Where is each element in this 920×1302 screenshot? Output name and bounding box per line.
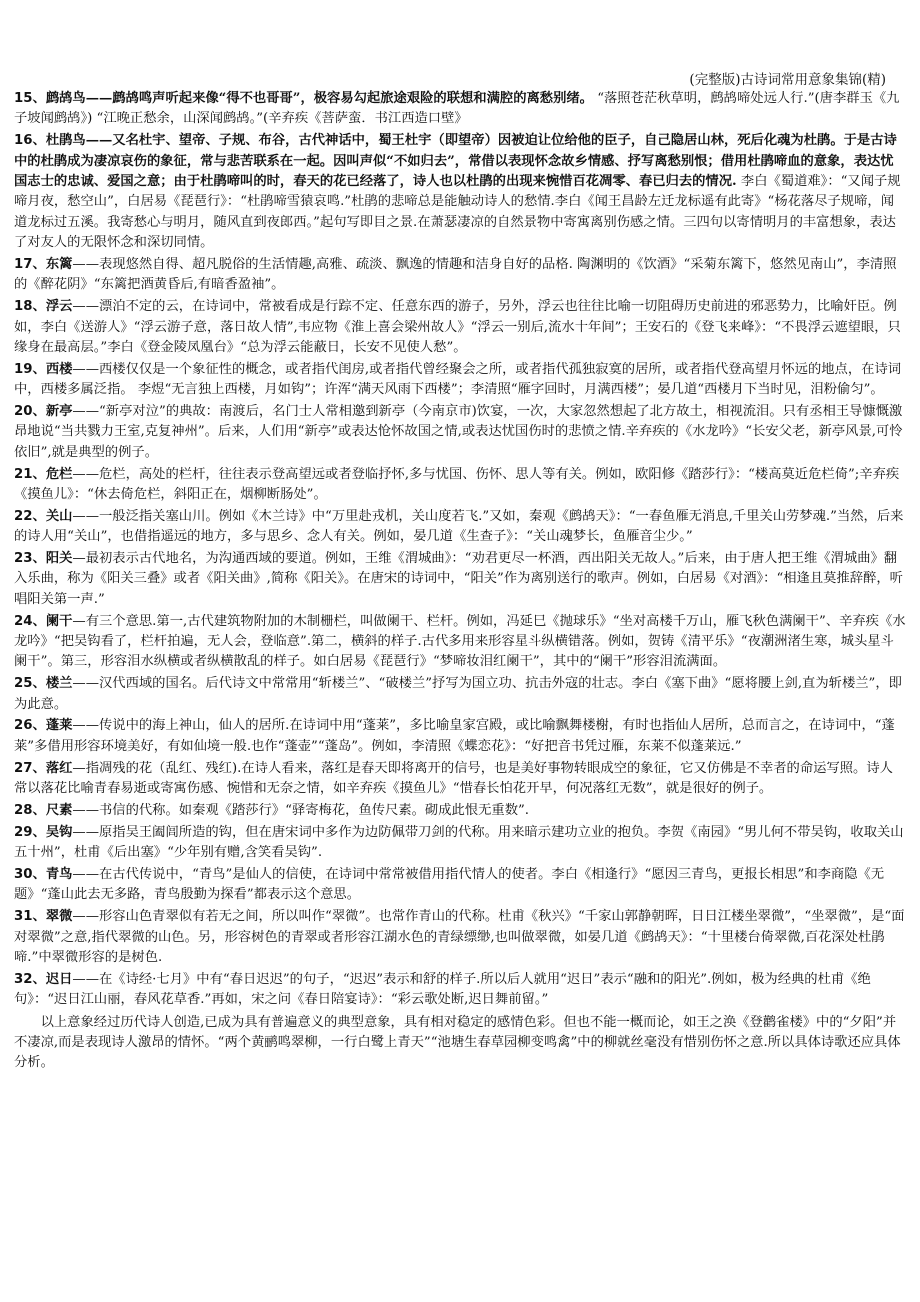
entry-number: 31、 — [14, 909, 46, 925]
entry-text: ——漂泊不定的云，在诗词中，常被看成是行踪不定、任意东西的游子，另外，浮云也往往比喻一切阻碍历史前进的邪恶势力，比喻奸臣。例如，李白《送游人》“浮云游子意，落日故人情”,韦应物《淮上喜会梁州故人》“浮云一别后,流水十年间”；王安石的《登飞来峰》：“不畏浮云遮望眼，只缘身在最高层。”李白《登金陵凤凰台》“总为浮云能蔽日，长安不见使人愁”。 — [14, 299, 901, 356]
entry-heading: 阑干 — [45, 613, 73, 629]
entry-number: 32、 — [14, 971, 46, 987]
entry-number: 30、 — [14, 866, 46, 882]
list-item — [14, 131, 906, 253]
entry-heading: 阳关 — [45, 551, 73, 567]
entry-heading: 危栏 — [45, 466, 73, 482]
list-item — [14, 465, 906, 506]
entry-heading: 青鸟 — [45, 866, 73, 882]
entry-number: 19、 — [14, 361, 46, 377]
entry-number: 28、 — [14, 802, 46, 818]
entry-heading: 鹧鸪鸟——鹧鸪鸣声听起来像“得不也哥哥”，极容易勾起旅途艰险的联想和满腔的离愁别绪。 — [45, 91, 593, 106]
entry-text: ——原指吴王阖闾所造的钩，但在唐宋词中多作为边防佩带刀剑的代称。用来暗示建功立业的抱负。李贺《南园》“男儿何不带吴钩，收取关山五十州”，杜甫《后出塞》“少年别有赠,含笑看吴钩”. — [14, 824, 904, 861]
conclusion-paragraph: 以上意象经过历代诗人创造,已成为具有普遍意义的典型意象，具有相对稳定的感情色彩。但也不能一概而论，如王之涣《登鹳雀楼》中的“夕阳”并不凄凉,而是表现诗人激昂的情怀。“两个黄鹂鸣翠柳，一行白鹭上青天”“池塘生春草园柳变鸣禽”中的柳就丝毫没有惜别伤怀之意.所以具体诗歌还应具体分析。 — [14, 1014, 901, 1071]
entry-text: “落照苍茫秋草明，鹧鸪啼处远人行.”(唐李群玉《九子坡闻鹧鸪》) “江晚正愁余，山深闻鹧鸪。”(辛弃疾《菩萨蛮．书江西造口壁》 — [14, 91, 900, 127]
entry-heading: 楼兰 — [45, 676, 73, 692]
entry-heading: 浮云 — [45, 299, 73, 315]
entry-number: 23、 — [14, 551, 46, 567]
list-item — [14, 759, 906, 800]
entry-heading: 关山 — [45, 508, 73, 524]
page-header: (完整版)古诗词常用意象集锦(精) — [689, 72, 886, 88]
entry-number: 27、 — [14, 760, 46, 776]
list-item — [14, 297, 906, 358]
entry-number: 29、 — [14, 824, 46, 840]
list-item — [14, 865, 906, 906]
entry-text: ——一般泛指关塞山川。例如《木兰诗》中“万里赴戎机，关山度若飞.”又如，秦观《鹧鸪天》：“一春鱼雁无消息,千里关山劳梦魂.”当然，后来的诗人用“关山”，也借指遥远的地方，多与思乡、念人有关。例如，晏几道《生查子》：“关山魂梦长，鱼雁音尘少。” — [14, 508, 904, 545]
entry-text: ——汉代西域的国名。后代诗文中常常用“斩楼兰”、“破楼兰”抒写为国立功、抗击外寇的壮志。李白《塞下曲》“愿将腰上剑,直为斩楼兰”，即为此意。 — [14, 676, 902, 712]
list-item — [14, 402, 906, 463]
list-item — [14, 89, 906, 130]
entry-text: ——形容山色青翠似有若无之间，所以叫作“翠微”。也常作青山的代称。杜甫《秋兴》“千家山郭静朝晖，日日江楼坐翠微”，“坐翠微”，是“面对翠微”之意,指代翠微的山色。另，形容树色的青翠或者形容江湖水色的青绿缥缈,也叫做翠微，如晏几道《鹧鸪天》：“十里楼台倚翠微,百花深处杜鹃啼.”中翠微形容的是树色. — [14, 909, 905, 965]
list-item — [14, 507, 906, 548]
list-item — [14, 970, 906, 1011]
list-item — [14, 360, 906, 401]
document-body — [14, 89, 906, 1074]
list-item — [14, 612, 906, 673]
entry-heading: 吴钩 — [45, 824, 73, 840]
entry-text: —指凋残的花（乱红、残红).在诗人看来，落红是春天即将离开的信号，也是美好事物转眼成空的象征，它又仿佛是不幸者的命运写照。诗人常以落花比喻青春易逝或寄寓伤感、惋惜和无奈之情，如辛弃疾《摸鱼儿》“惜春长怕花开早，何况落红无数”，就是很好的例子。 — [14, 760, 893, 797]
list-item — [14, 801, 906, 821]
list-item — [14, 907, 906, 968]
entry-text: 李白《蜀道难》：“又闻子规啼月夜，愁空山”，白居易《琵琶行》：“杜鹃啼雪猿哀鸣.”杜鹃的悲啼总是能触动诗人的愁情.李白《闻王昌龄左迁龙标遥有此寄》“杨花落尽子规啼，闻道龙标过五溪。我寄愁心与明月，随风直到夜郎西。”起句写即目之景.在萧瑟凄凉的自然景物中寄寓离别伤感之情。三四句以寄情明月的丰富想象，表达了对友人的无限怀念和深切同情。 — [14, 174, 901, 251]
list-item — [14, 823, 906, 864]
entry-heading: 迟日 — [45, 971, 73, 987]
entry-heading: 蓬莱 — [45, 718, 73, 734]
entry-text: ——西楼仅仅是一个象征性的概念，或者指代闺房,或者指代曾经聚会之所，或者指代孤独寂寞的居所，或者指代登高望月怀远的地点，在诗词中，西楼多属泛指。 李煜“无言独上西楼，月如钩”；许浑“满天风雨下西楼”；李清照“雁字回时，月满西楼”；晏几道“西楼月下当时见，泪粉偷匀”。 — [14, 361, 902, 398]
entry-number: 15、 — [14, 91, 46, 106]
entry-text: ——危栏，高处的栏杆，往往表示登高望远或者登临抒怀,多与忧国、伤怀、思人等有关。例如，欧阳修《踏莎行》：“楼高莫近危栏倚”;辛弃疾《摸鱼儿》：“休去倚危栏，斜阳正在，烟柳断肠处”。 — [14, 466, 900, 503]
entry-text: —有三个意思.第一,古代建筑物附加的木制栅栏，叫做阑干、栏杆。例如，冯延巳《抛球乐》“坐对高楼千万山，雁飞秋色满阑干”、辛弃疾《水龙吟》“把吴钩看了，栏杆拍遍，无人会，登临意”.第二，横斜的样子.古代多用来形容星斗纵横错落。例如，贺铸《清平乐》“夜潮洲渚生寒，城头星斗阑干”。第三，形容泪水纵横或者纵横散乱的样子。如白居易《琵琶行》“梦啼妆泪红阑干”，其中的“阑干”形容泪流满面。 — [14, 613, 906, 670]
list-item — [14, 255, 906, 296]
entry-text: —最初表示古代地名，为沟通西域的要道。例如，王维《渭城曲》：“劝君更尽一杯酒，西出阳关无故人。”后来，由于唐人把王维《渭城曲》翻入乐曲，称为《阳关三叠》或者《阳关曲》,简称《阳关》。在唐宋的诗词中，“阳关”作为离别送行的歌声。例如，白居易《对酒》：“相逢且莫推辞醉，听唱阳关第一声.” — [14, 551, 903, 607]
list-item — [14, 716, 906, 757]
entry-heading: 杜鹃鸟——又名杜宇、望帝、子规、布谷，古代神话中，蜀王杜宇（即望帝）因被迫让位给他的臣子，自己隐居山林，死后化魂为杜鹃。于是古诗中的杜鹃成为凄凉哀伤的象征，常与悲苦联系在一起。因叫声似“不如归去”，常借以表现怀念故乡情感、抒写离愁别恨；借用杜鹃啼血的意象，表达忧国志士的忠诚、爱国之意；由于杜鹃啼叫的时，春天的花已经落了，诗人也以杜鹃的出现来惋惜百花凋零、春已归去的情况. — [14, 133, 897, 190]
entry-number: 16、 — [14, 133, 46, 149]
entry-heading: 尺素 — [45, 802, 73, 818]
entry-heading: 西楼 — [45, 361, 73, 377]
entry-number: 20、 — [14, 404, 46, 420]
entry-text: ——表现悠然自得、超凡脱俗的生活情趣,高雅、疏淡、飘逸的情趣和洁身自好的品格. 陶渊明的《饮酒》“采菊东篱下，悠然见南山”，李清照的《醉花阴》“东篱把酒黄昏后,有暗香盈袖”。 — [14, 257, 897, 293]
entry-text: ——书信的代称。如秦观《踏莎行》“驿寄梅花，鱼传尺素。砌成此恨无重数”. — [72, 802, 530, 818]
list-item — [14, 674, 906, 715]
entry-text: ——在《诗经·七月》中有“春日迟迟”的句子，“迟迟”表示和舒的样子.所以后人就用“迟日”表示“融和的阳光”.例如，极为经典的杜甫《绝句》：“迟日江山丽，春风花草香.”再如，宋之问《春日陪宴诗》：“彩云歌处断,迟日舞前留。” — [14, 971, 871, 1008]
entry-heading: 东篱 — [45, 257, 73, 273]
entry-number: 26、 — [14, 718, 46, 734]
entry-text: ——传说中的海上神山，仙人的居所.在诗词中用“蓬莱”，多比喻皇家宫殿，或比喻飘舞楼榭，有时也指仙人居所，总而言之，在诗词中，“蓬莱”多借用形容环境美好，有如仙境一般.也作“蓬壶”“蓬岛”。例如，李清照《蝶恋花》：“好把音书凭过雁，东莱不似蓬莱远.” — [14, 718, 895, 754]
entry-heading: 翠微 — [45, 909, 73, 925]
entry-heading: 落红 — [45, 760, 73, 776]
entry-heading: 新亭 — [45, 404, 73, 420]
list-item — [14, 549, 906, 610]
entry-number: 21、 — [14, 466, 46, 482]
entry-text: ——“新亭对泣”的典故：南渡后，名门士人常相邀到新亭（今南京市)饮宴，一次，大家忽然想起了北方故土，相视流泪。只有丞相王导慷慨激昂地说“当共戮力王室,克复神州”。后来，人们用“新亭”或表达怆怀故国之情,或表达忧国伤时的悲愤之情.辛弃疾的《水龙吟》“长安父老，新亭风景,可怜依旧”,就是典型的例子。 — [14, 404, 903, 460]
entry-number: 18、 — [14, 299, 46, 315]
entry-number: 22、 — [14, 508, 46, 524]
entry-number: 17、 — [14, 257, 46, 273]
entry-number: 24、 — [14, 613, 46, 629]
entry-text: ——在古代传说中，“青鸟”是仙人的信使，在诗词中常常被借用指代情人的使者。李白《相逢行》“愿因三青鸟，更报长相思”和李商隐《无题》“蓬山此去无多路，青鸟殷勤为探看”都表示这个意思。 — [14, 866, 885, 903]
entry-number: 25、 — [14, 676, 46, 692]
